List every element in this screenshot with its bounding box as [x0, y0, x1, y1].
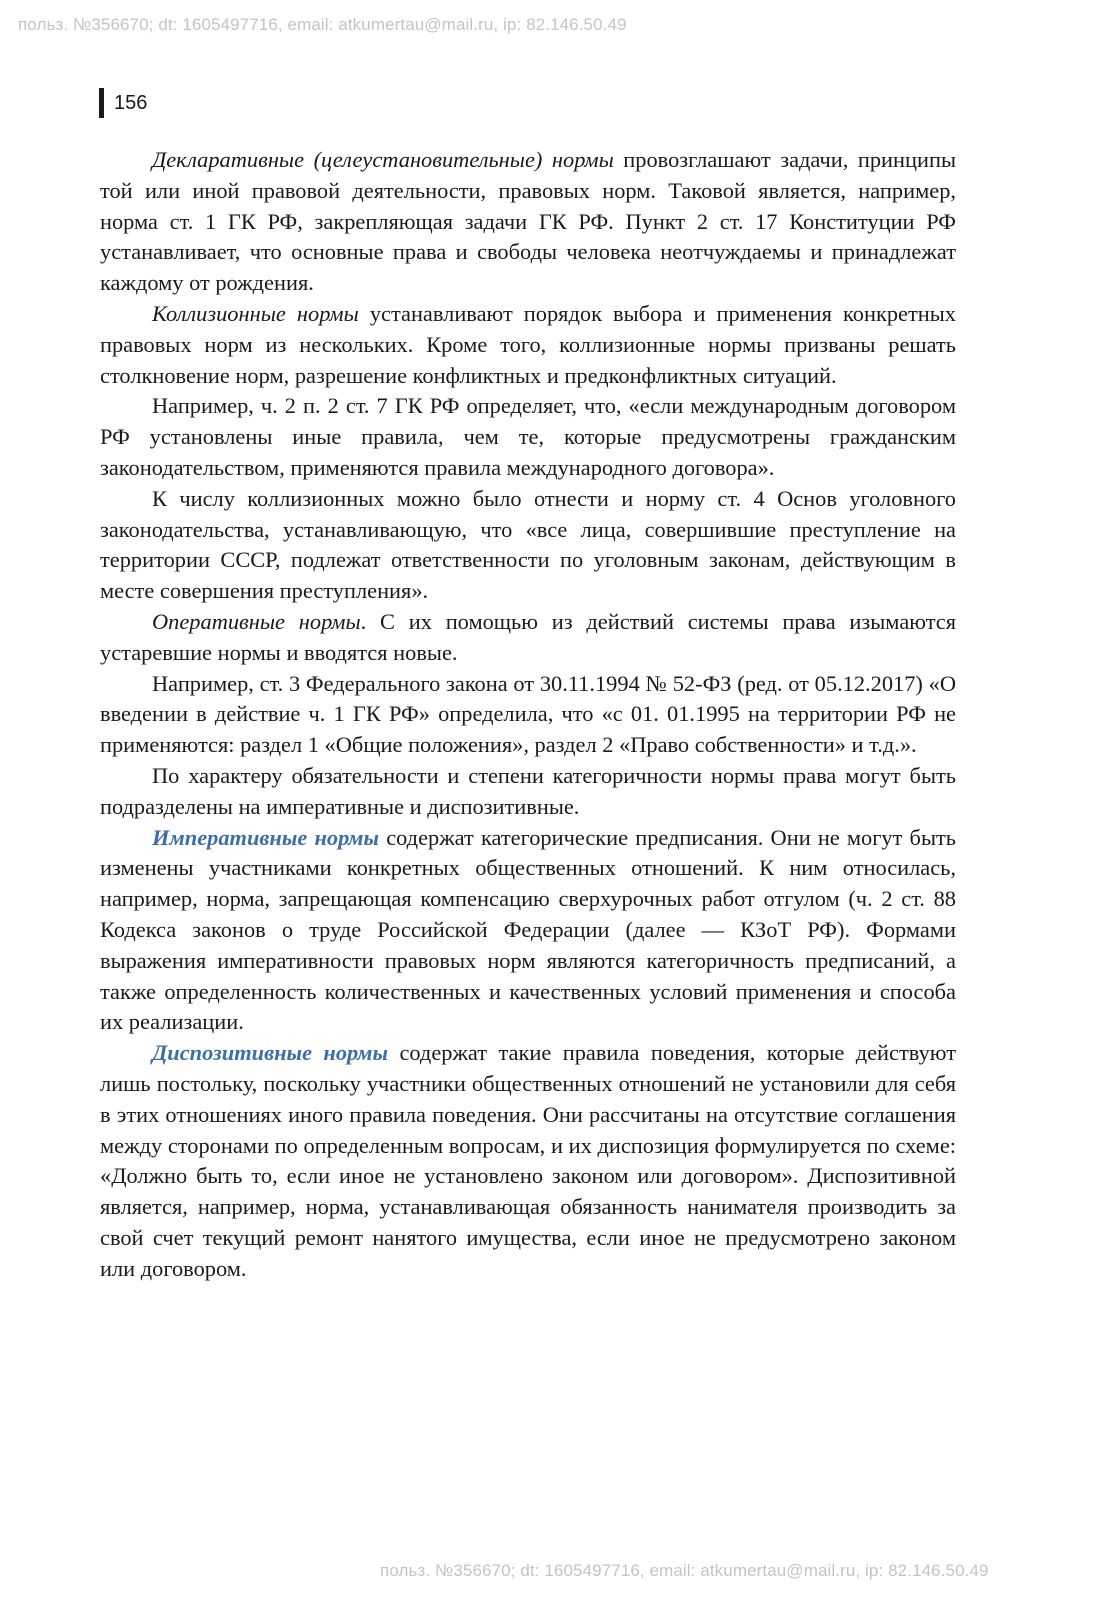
term-declarative-norms: Декларативные (целеустановительные) нормы	[152, 147, 614, 172]
watermark-bottom: польз. №356670; dt: 1605497716, email: atkumertau@mail.ru, ip: 82.146.50.49	[380, 1561, 989, 1580]
document-body	[100, 145, 956, 1284]
paragraph-dispositive-norms	[100, 1038, 956, 1284]
paragraph-collision-example-ussr	[100, 484, 956, 607]
page-header	[99, 88, 147, 118]
term-operative-norms: Оперативные нормы	[152, 608, 361, 634]
term-dispositive-norms: Диспозитивные нормы	[152, 1040, 389, 1066]
term-collision-norms: Коллизионные нормы	[152, 300, 359, 326]
paragraph-classification	[100, 761, 956, 823]
paragraph-text: содержат такие правила поведения, которые действуют лишь постольку, поскольку участники общественных отношений не установили для себя в этих отношениях иного правила поведения. Они рассчитаны на отсутствие соглашения между сторонами по определенным вопросам, и их диспозиция формулируется по схеме: «Должно быть то, если иное не установлено законом или договором». Диспозитивной является, например, норма, устанавливающая обязанность нанимателя производить за свой счет текущий ремонт нанятого имущества, если иное не предусмотрено законом или договором.	[100, 1040, 956, 1281]
paragraph-text: . С их помощью из действий системы права изымаются устаревшие нормы и вводятся новые.	[100, 608, 956, 665]
paragraph-text: провозглашают задачи, принципы той или иной правовой деятельности, правовых норм. Таковой является, например, норма ст. 1 ГК РФ, закрепляющая задачи ГК РФ. Пункт 2 ст. 17 Конституции РФ устанавливает, что основные права и свободы человека неотчуждаемы и принадлежат каждому от рождения.	[100, 147, 956, 296]
paragraph-text: К числу коллизионных можно было отнести и норму ст. 4 Основ уголовного законодательства, устанавливающую, что «все лица, совершившие преступление на территории СССР, подлежат ответственности по уголовным законам, действующим в месте совершения преступления».	[100, 485, 956, 604]
paragraph-text: Например, ч. 2 п. 2 ст. 7 ГК РФ определяет, что, «если международным договором РФ установлены иные правила, чем те, которые предусмотрены гражданским законодательством, применяются правила международного договора».	[100, 393, 956, 480]
page-marker-bar	[99, 88, 104, 118]
paragraph-text: Например, ст. 3 Федерального закона от 30.11.1994 № 52-ФЗ (ред. от 05.12.2017) «О введении в действие ч. 1 ГК РФ» определила, что «с 01. 01.1995 на территории РФ не применяются: раздел 1 «Общие положения», раздел 2 «Право собственности» и т.д.».	[100, 670, 956, 758]
term-imperative-norms: Императивные нормы	[152, 824, 380, 850]
paragraph-collision-norms	[100, 299, 956, 391]
paragraph-declarative-norms	[100, 145, 956, 299]
paragraph-operative-example	[100, 669, 956, 761]
paragraph-collision-example-gk	[100, 391, 956, 483]
paragraph-imperative-norms	[100, 823, 956, 1039]
paragraph-text: содержат категорические предписания. Они не могут быть изменены участниками конкретных общественных отношений. К ним относилась, например, норма, запрещающая компенсацию сверхурочных работ отгулом (ч. 2 ст. 88 Кодекса законов о труде Российской Федерации (далее — КЗоТ РФ). Формами выражения императивности правовых норм являются категоричность предписаний, а также определенность количественных и качественных условий применения и способа их реализации.	[100, 824, 956, 1035]
paragraph-text: По характеру обязательности и степени категоричности нормы права могут быть подразделены на императивные и диспозитивные.	[100, 762, 956, 819]
paragraph-operative-norms	[100, 607, 956, 669]
watermark-top: польз. №356670; dt: 1605497716, email: atkumertau@mail.ru, ip: 82.146.50.49	[18, 15, 627, 34]
page-number: 156	[114, 91, 148, 114]
paragraph-text: устанавливают порядок выбора и применения конкретных правовых норм из нескольких. Кроме того, коллизионные нормы призваны решать столкновение норм, разрешение конфликтных и предконфликтных ситуаций.	[100, 300, 956, 388]
